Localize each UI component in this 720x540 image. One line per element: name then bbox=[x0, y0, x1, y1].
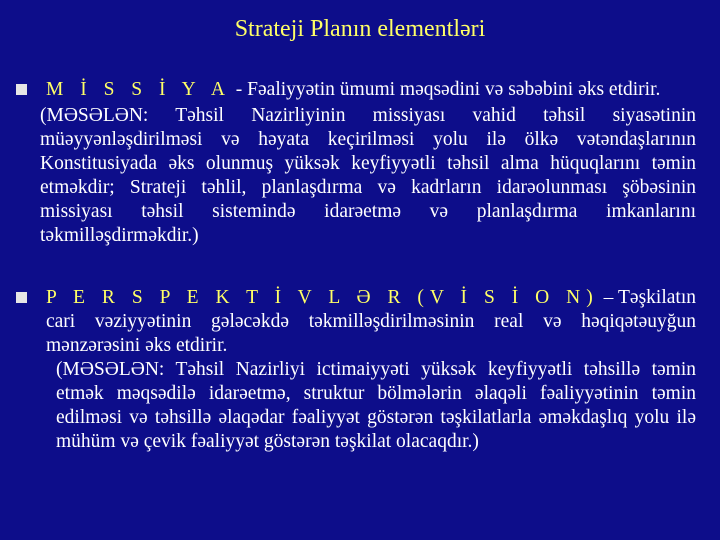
square-bullet-icon bbox=[16, 84, 27, 95]
term-vision: P E R S P E K T İ V L Ə R (V İ S İ O N) bbox=[46, 287, 599, 308]
definition-vision: – Təşkilatın cari vəziyyətinin gələcəkdə təkmilləşdirilməsinin real və həqiqətəuyğun mənzərəsini əks etdirir. bbox=[46, 287, 696, 356]
definition-mission: - Fəaliyyətin ümumi məqsədini və səbəbini əks etdirir. bbox=[230, 79, 661, 100]
bullet-heading bbox=[46, 78, 696, 102]
bullet-heading bbox=[46, 286, 696, 358]
square-bullet-icon bbox=[16, 292, 27, 303]
term-mission: M İ S S İ Y A bbox=[46, 79, 231, 100]
example-vision: (MƏSƏLƏN: Təhsil Nazirliyi ictimaiyyəti yüksək keyfiyyətli təhsillə təmin etmək məqsədilə idarəetmə, struktur bölmələrin əlaqəli fəaliyyətinin təmin edilməsi və təhsillə əlaqədar fəaliyyət göstərən təşkilatlarla əməkdaşlıq yolu ilə mühüm və çevik fəaliyyət göstərən təşkilat olacaqdır.) bbox=[56, 359, 696, 452]
slide-title: Strateji Planın elementləri bbox=[234, 16, 486, 42]
example-mission: (MƏSƏLƏN: Təhsil Nazirliyinin missiyası vahid təhsil siyasətinin müəyyənləşdirilməsi və həyata keçirilməsi yolu ilə ölkə vətəndaşlarının Konstitusiyada əks olunmuş yüksək keyfiyyətli təhsil alma hüquqlarını təmin etməkdir; Strateji təhlil, planlaşdırma və kadrların idarəolunması şöbəsinin missiyası təhsil sistemində idarəetmə və planlaşdırma imkanlarını təkmilləşdirməkdir.) bbox=[40, 105, 696, 246]
